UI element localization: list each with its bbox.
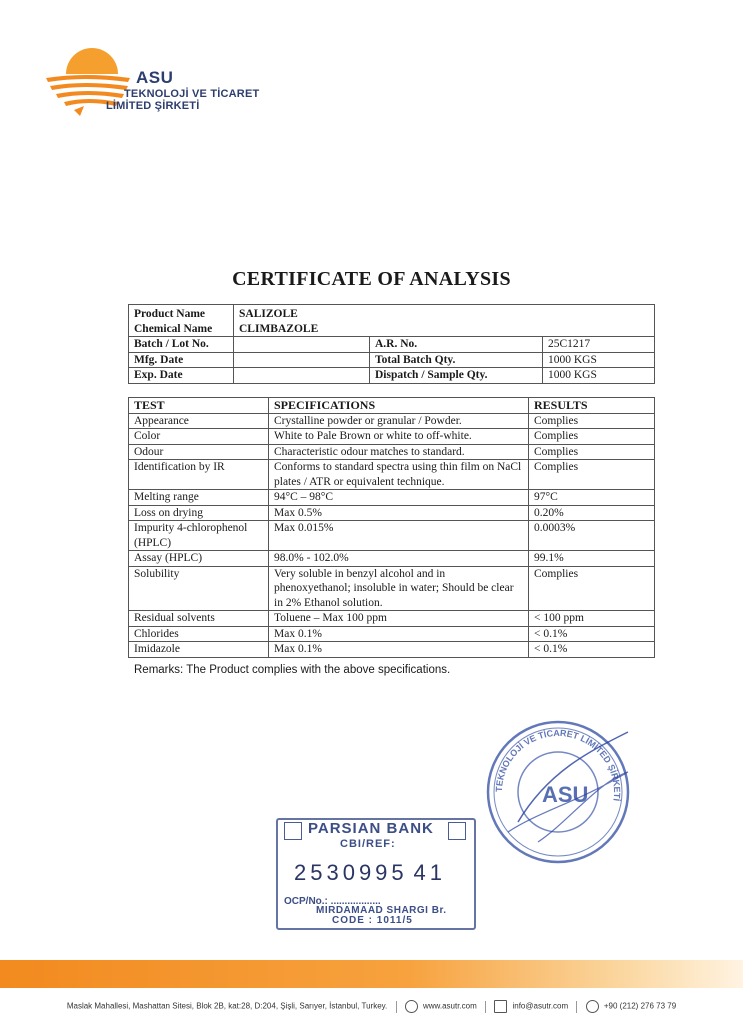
table-row [129, 460, 655, 490]
footer-phone: +90 (212) 276 73 79 [603, 1001, 677, 1011]
test-name: Chlorides [129, 626, 269, 642]
table-row [129, 551, 655, 567]
test-specification: Max 0.1% [269, 626, 529, 642]
bank-branch: MIRDAMAAD SHARGI Br. [316, 905, 447, 916]
test-name: Color [129, 429, 269, 445]
product-name-row [129, 305, 655, 322]
test-result: < 100 ppm [529, 611, 655, 627]
exp-value [234, 368, 370, 384]
test-name: Assay (HPLC) [129, 551, 269, 567]
footer-website[interactable]: www.asutr.com [422, 1001, 477, 1011]
bank-name: PARSIAN BANK [308, 820, 434, 837]
test-specification: Characteristic odour matches to standard. [269, 444, 529, 460]
test-name: Imidazole [129, 642, 269, 658]
footer-band [0, 960, 743, 988]
test-result: 97°C [529, 490, 655, 506]
table-row [129, 505, 655, 521]
bank-code: CODE : 1011/5 [332, 915, 413, 926]
batch-row [129, 337, 655, 353]
seal-stamp-icon [478, 712, 638, 872]
footer-divider [396, 1001, 397, 1013]
test-name: Melting range [129, 490, 269, 506]
product-info-table [128, 304, 655, 384]
ar-label: A.R. No. [370, 337, 543, 353]
exp-label: Exp. Date [129, 368, 234, 384]
bank-cbi-ref: CBI/REF: [340, 838, 396, 850]
product-name-value: SALIZOLE [234, 305, 655, 322]
test-name: Impurity 4-chlorophenol (HPLC) [129, 521, 269, 551]
header-test: TEST [129, 398, 269, 414]
footer-divider [576, 1001, 577, 1013]
table-row [129, 429, 655, 445]
test-name: Loss on drying [129, 505, 269, 521]
mfg-value [234, 352, 370, 368]
mfg-row [129, 352, 655, 368]
test-result: 0.20% [529, 505, 655, 521]
dispatch-value: 1000 KGS [543, 368, 655, 384]
test-result: Complies [529, 429, 655, 445]
test-name: Identification by IR [129, 460, 269, 490]
batch-label: Batch / Lot No. [129, 337, 234, 353]
footer-divider [485, 1001, 486, 1013]
table-row [129, 521, 655, 551]
chemical-name-label: Chemical Name [129, 322, 234, 337]
company-logo [44, 40, 274, 120]
test-specification: Very soluble in benzyl alcohol and in phenoxyethanol; insoluble in water; Should be clear in 2% Ethanol solution. [269, 566, 529, 611]
test-result: < 0.1% [529, 626, 655, 642]
table-row [129, 444, 655, 460]
bank-emblem-icon [448, 822, 466, 840]
test-result: Complies [529, 460, 655, 490]
header-specifications: SPECIFICATIONS [269, 398, 529, 414]
logo-line-2: LİMİTED ŞİRKETİ [106, 100, 200, 112]
test-specification: Max 0.015% [269, 521, 529, 551]
test-result: Complies [529, 444, 655, 460]
test-result: Complies [529, 566, 655, 611]
dispatch-label: Dispatch / Sample Qty. [370, 368, 543, 384]
mfg-label: Mfg. Date [129, 352, 234, 368]
bank-stamp [272, 814, 472, 926]
remarks: Remarks: The Product complies with the above specifications. [134, 664, 451, 676]
batch-value [234, 337, 370, 353]
seal-center-text: ASU [542, 782, 589, 807]
test-specification: 94°C – 98°C [269, 490, 529, 506]
bank-ocp: OCP/No.: .................. [284, 896, 381, 907]
test-specification: Crystalline powder or granular / Powder. [269, 413, 529, 429]
seal-ring-text: TEKNOLOJİ VE TİCARET LİMİTED ŞİRKETİ [493, 727, 623, 802]
test-specification: 98.0% - 102.0% [269, 551, 529, 567]
table-row [129, 566, 655, 611]
test-specification: White to Pale Brown or white to off-white. [269, 429, 529, 445]
product-name-label: Product Name [129, 305, 234, 322]
mail-icon [494, 1000, 507, 1013]
test-result: Complies [529, 413, 655, 429]
footer-address: Maslak Mahallesi, Mashattan Sitesi, Blok 2B, kat:28, D:204, Şişli, Sarıyer, İstanbul, Turkey. [66, 1001, 388, 1011]
test-name: Appearance [129, 413, 269, 429]
footer-email[interactable]: info@asutr.com [512, 1001, 569, 1011]
test-name: Residual solvents [129, 611, 269, 627]
test-specification: Max 0.5% [269, 505, 529, 521]
bank-ref-number: 2530995 41 [294, 860, 446, 885]
footer [0, 1000, 743, 1013]
test-specification: Max 0.1% [269, 642, 529, 658]
globe-icon [405, 1000, 418, 1013]
logo-name: ASU [136, 68, 174, 87]
test-result: < 0.1% [529, 642, 655, 658]
test-result: 0.0003% [529, 521, 655, 551]
bank-emblem-icon [284, 822, 302, 840]
logo-line-1: TEKNOLOJİ VE TİCARET [124, 88, 260, 100]
test-result: 99.1% [529, 551, 655, 567]
table-row [129, 642, 655, 658]
exp-row [129, 368, 655, 384]
test-specification: Conforms to standard spectra using thin film on NaCl plates / ATR or equivalent technique. [269, 460, 529, 490]
table-row [129, 626, 655, 642]
total-batch-label: Total Batch Qty. [370, 352, 543, 368]
test-results-table [128, 397, 655, 658]
table-row [129, 413, 655, 429]
table-header-row [129, 398, 655, 414]
total-batch-value: 1000 KGS [543, 352, 655, 368]
phone-icon [586, 1000, 599, 1013]
ar-value: 25C1217 [543, 337, 655, 353]
test-specification: Toluene – Max 100 ppm [269, 611, 529, 627]
table-row [129, 490, 655, 506]
table-row [129, 611, 655, 627]
test-name: Solubility [129, 566, 269, 611]
company-seal [478, 712, 638, 872]
page-title: CERTIFICATE OF ANALYSIS [232, 268, 511, 290]
header-results: RESULTS [529, 398, 655, 414]
chemical-name-row [129, 322, 655, 337]
chemical-name-value: CLIMBAZOLE [234, 322, 655, 337]
test-name: Odour [129, 444, 269, 460]
